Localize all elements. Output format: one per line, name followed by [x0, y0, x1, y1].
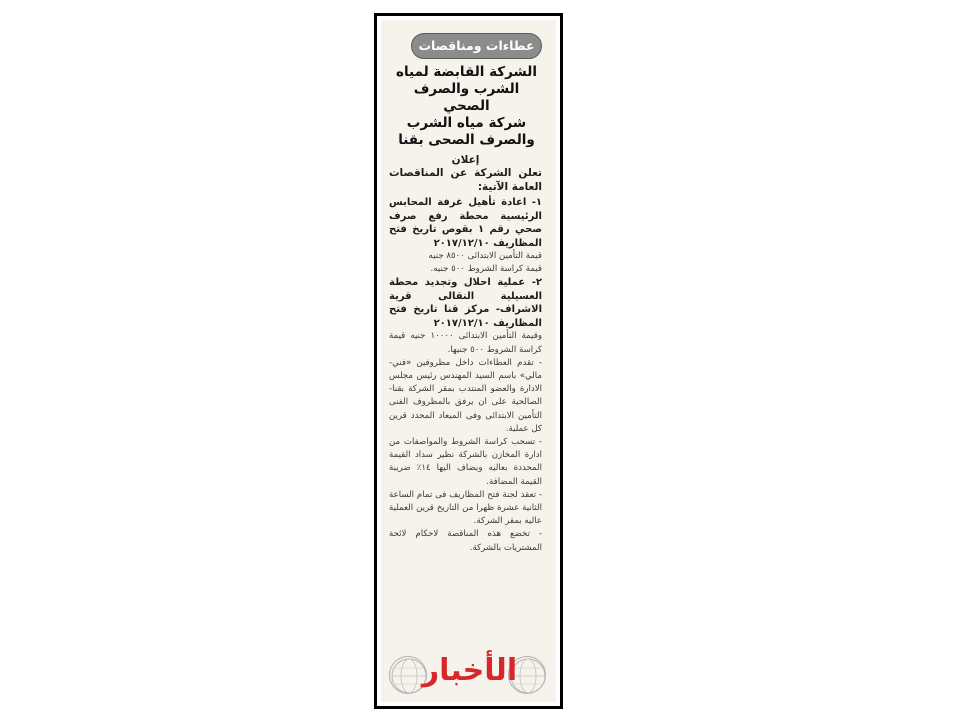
headline-line: الشرب والصرف الصحي — [413, 81, 520, 114]
tender-item-title: ٢- عملية احلال وتجديد محطة العسيلية النقالى قرية الاشراف- مركز قنا تاريخ فتح المظاريف ٢٠١٧/١٢/١٠ — [389, 277, 542, 329]
lead-paragraph: تعلن الشركة عن المناقصات العامة الآتية: — [389, 167, 542, 193]
condition-paragraph: - تخضع هذه المناقصة لاحكام لائحة المشتريات بالشركة. — [389, 529, 542, 553]
headline-line: الشركة القابضة لمياه — [396, 64, 537, 80]
announcement-label: إعلان — [451, 154, 480, 166]
logo-wordmark: الأخبار — [421, 653, 518, 688]
condition-paragraph: - تعقد لجنة فتح المظاريف فى تمام الساعة الثانية عشرة ظهرا من التاريخ قرين العملية عاليه بمقر الشركة. — [389, 489, 542, 527]
clipping-frame — [374, 13, 563, 709]
announcement-body — [389, 154, 542, 640]
headline-line: شركة مياه الشرب — [406, 115, 527, 131]
headline-line: والصرف الصحى بقنا — [398, 132, 535, 148]
newspaper-logo — [381, 644, 556, 698]
newspaper-clipping — [381, 20, 556, 702]
condition-paragraph: - تسحب كراسة الشروط والمواصفات من ادارة المخازن بالشركة نظير سداد القيمة المحددة بعاليه ويضاف اليها ١٤٪ ضريبة القيمة المضافة. — [389, 437, 542, 487]
tender-item-detail: وقيمة التأمين الابتدائى ١٠٠٠٠ جنيه قيمة كراسة الشروط ٥٠٠ جنيها. — [389, 331, 542, 355]
headline — [391, 64, 542, 149]
condition-paragraph: - تقدم العطاءات داخل مظروفين «فني- مالي» باسم السيد المهندس رئيس مجلس الادارة والعضو المنتدب بمقر الشركة بقنا- الصالحية على ان يرفق بالمظروف الفنى التأمين الابتدائى وفى الميعاد المحدد قرين كل عملية. — [389, 357, 542, 434]
tender-item-detail: قيمة التأمين الابتدائى ٨٥٠٠ جنيه — [428, 251, 542, 261]
section-label: عطاءات ومناقصات — [411, 33, 542, 59]
tender-item-detail: قيمة كراسة الشروط ٥٠٠ جنيه. — [430, 264, 542, 275]
tender-item-title: ١- اعادة تأهيل غرفة المحابس الرئيسية محطة رفع صرف صحي رقم ١ بقوص تاريخ فتح المظاريف ٢٠١٧/١٢/١٠ — [389, 197, 542, 249]
